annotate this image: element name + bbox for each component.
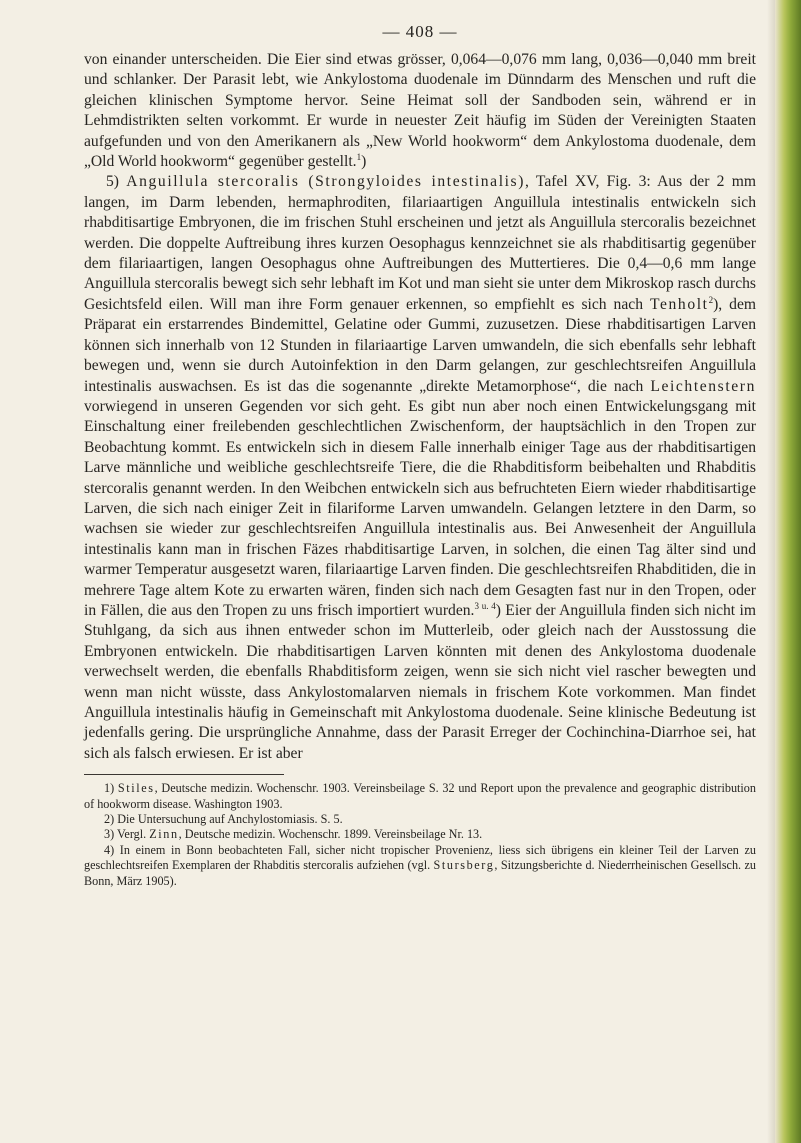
text-run: 1) xyxy=(104,781,118,796)
text-run: ) xyxy=(361,153,367,171)
paragraph xyxy=(84,50,756,172)
text-run: 4) In einem in Bonn beobachteten Fall, sicher nicht tropischer Provenienz, liess sich übrigens ein kleiner Teil der Larven zu geschlechtsreifen Exemplaren der Rhabditis stercoralis aufziehen (vgl. xyxy=(84,842,756,873)
footnote-rule xyxy=(84,774,284,775)
spaced-text: Zinn xyxy=(149,827,179,842)
text-run: ) Eier der Anguillula finden sich nicht im Stuhlgang, da sich aus ihnen entweder schon im Mutterleib, oder gleich nach der Ausstossung die Embryonen entwickeln. Die rhabditisartigen Larven könnten mit denen des Ankylostoma duodenale verwechselt werden, die ebenfalls Rhabditisform zeigen, wenn sie sich nicht viel rascher bewegten und wenn man nicht wüsste, dass Ankylostomalarven niemals in frischem Kote vorkommen. Man findet Anguillula intestinalis häufig in Gemeinschaft mit Ankylostoma duodenale. Seine klinische Bedeutung ist jedenfalls gering. Die ursprüngliche Annahme, dass der Parasit Erreger der Cochinchina-Diarrhoe sei, hat sich als falsch erwiesen. Er ist aber xyxy=(84,601,756,762)
text-run: vorwiegend in unseren Gegenden vor sich geht. Es gibt nun aber noch einen Entwickelungsgang mit Einschaltung einer freilebenden geschlechtlichen Zwischenform, der hauptsächlich in den Tropen zur Beobachtung kommt. Es entwickeln sich in diesem Falle innerhalb einiger Tage aus der rhabditisartigen Larve männliche und weibliche geschlechtsreife Tiere, die die Rhabditisform beibehalten und Rhabditis stercoralis genannt werden. In den Weibchen entwickeln sich aus befruchteten Eiern wieder rhabditisartige Larven, die sich nach einiger Zeit in filariforme Larven umwandeln. Gelangen letztere in den Darm, so wachsen sie wieder zur geschlechtsreifen Anguillula intestinalis aus. Bei Anwesenheit der Anguillula intestinalis kann man in frischen Fäzes rhabditisartige Larven, in solchen, die einen Tag älter sind und warmer Temperatur ausgesetzt waren, filariaartige Larven finden. Die geschlechtsreifen Rhabditiden, die in mehrere Tage altem Kote zu erwarten wären, finden sich nach dem Gesagten fast nur in den Tropen, oder in Fällen, die aus den Tropen zu uns frisch importiert wurden. xyxy=(84,397,756,619)
body-text xyxy=(84,50,756,764)
footnote-ref: 2 xyxy=(708,294,714,305)
text-run: , Deutsche medizin. Wochenschr. 1899. Vereinsbeilage Nr. 13. xyxy=(178,827,483,842)
page-number-header: — 408 — xyxy=(382,22,458,41)
book-page xyxy=(84,14,756,889)
footnote-ref: 1 xyxy=(356,151,362,162)
paragraph xyxy=(84,172,756,764)
spaced-text: Stiles xyxy=(117,781,155,796)
binding-shadow xyxy=(767,0,775,1143)
footnote xyxy=(84,781,756,812)
text-run: von einander unterscheiden. Die Eier sind etwas grösser, 0,064—0,076 mm lang, 0,036—0,040 mm breit und schlanker. Der Parasit lebt, wie Ankylostoma duodenale im Dünndarm des Menschen und ruft die gleichen klinischen Symptome hervor. Seine Heimat soll der Sandboden sein, während er in Lehmdistrikten selten vorkommt. Er wurde in neuester Zeit häufig im Süden der Vereinigten Staaten aufgefunden und von den Amerikanern als „New World hookworm“ dem Ankylostoma duodenale, dem „Old World hookworm“ gegenüber gestellt. xyxy=(84,51,756,171)
footnotes xyxy=(84,781,756,889)
footnote xyxy=(84,812,756,827)
book-spine-edge xyxy=(775,0,801,1143)
footnote-ref: 3 u. 4 xyxy=(474,600,496,611)
text-run: 2) Die Untersuchung auf Anchylostomiasis. S. 5. xyxy=(104,812,343,827)
footnote xyxy=(84,843,756,889)
text-run: 3) Vergl. xyxy=(104,827,150,842)
text-run: ), dem Präparat ein erstarrendes Bindemittel, Gelatine oder Gummi, zuzusetzen. Diese rhabditisartigen Larven können sich innerhalb von 12 Stunden in filariaartige Larven umwandeln, die sich ebenfalls sehr lebhaft bewegen und, wenn sie durch Autoinfektion in den Darm gelangen, zur geschlechtsreifen Anguillula intestinalis auswachsen. Es ist das die sogenannte „direkte Metamorphose“, die nach xyxy=(84,295,756,395)
text-run: , Sitzungsberichte d. Niederrheinischen Gesellsch. zu Bonn, März 1905). xyxy=(84,858,756,888)
spaced-text: Anguillula stercoralis (Strongyloides intestinalis) xyxy=(126,173,526,191)
spaced-text: Leichtenstern xyxy=(650,377,756,395)
text-run: , Deutsche medizin. Wochenschr. 1903. Vereinsbeilage S. 32 und Report upon the prevalence and geographic distribution of hookworm disease. Washington 1903. xyxy=(84,781,756,811)
footnote xyxy=(84,827,756,842)
spaced-text: Tenholt xyxy=(649,295,709,313)
text-run: , Tafel XV, Fig. 3: Aus der 2 mm langen, im Darm lebenden, hermaphroditen, filariaartigen Anguillula intestinalis entwickeln sich rhabditisartige Embryonen, die im frischen Stuhl erscheinen und jetzt als Anguillula stercoralis bezeichnet werden. Die doppelte Auftreibung ihres kurzen Oesophagus kennzeichnet sie als rhabditisartig gegenüber dem filariaartigen, langen Oesophagus ohne Auftreibungen des Muttertieres. Die 0,4—0,6 mm lange Anguillula stercoralis bewegt sich sehr lebhaft im Kot und man sieht sie unter dem Mikroskop rasch durchs Gesichtsfeld eilen. Will man ihre Form genauer erkennen, so empfiehlt es sich nach xyxy=(84,173,756,313)
text-run: 5) xyxy=(106,173,127,191)
spaced-text: Stursberg xyxy=(433,858,495,873)
